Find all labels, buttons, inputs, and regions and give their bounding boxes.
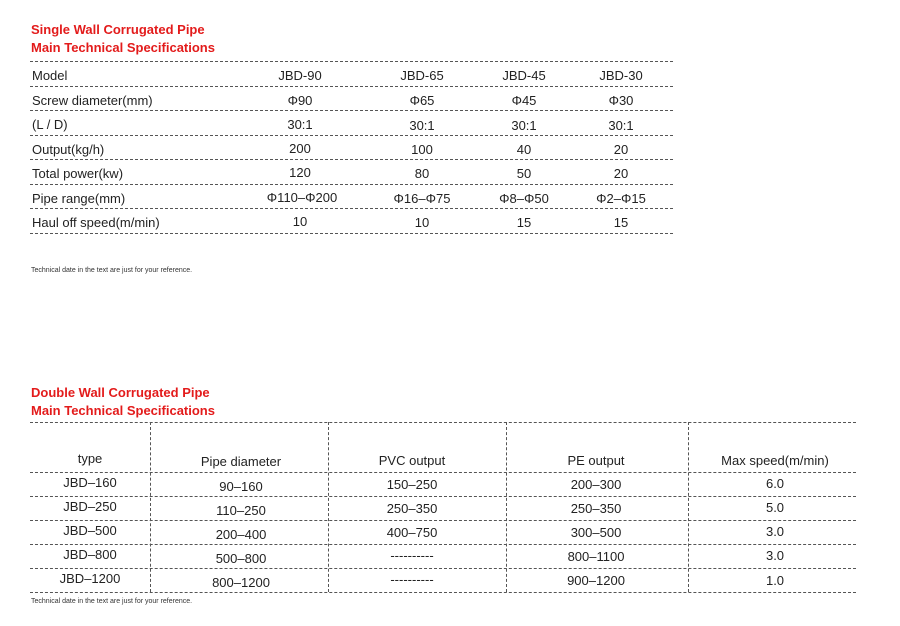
double-wall-footnote: Technical date in the text are just for your reference. [31, 598, 193, 605]
double-row-type: JBD–1200 [59, 571, 121, 586]
double-cell: 200–300 [570, 477, 622, 492]
double-cell: 900–1200 [567, 573, 625, 588]
single-cell: 15 [516, 215, 532, 230]
double-cell: 150–250 [386, 477, 438, 492]
row-divider [30, 496, 856, 497]
single-cell: Φ45 [511, 93, 537, 108]
double-header-pvc-output: PVC output [378, 453, 446, 468]
single-cell: Φ30 [608, 93, 634, 108]
single-header-model: Model [32, 68, 68, 83]
single-cell: 40 [516, 142, 532, 157]
single-cell: 30:1 [511, 118, 537, 133]
double-cell: 1.0 [765, 573, 785, 588]
double-header-type: type [77, 451, 103, 466]
single-cell: 20 [613, 166, 629, 181]
double-wall-subtitle: Main Technical Specifications [31, 403, 215, 418]
single-header-jbd90: JBD-90 [278, 68, 322, 83]
single-header-jbd45: JBD-45 [502, 68, 546, 83]
single-cell: 100 [411, 142, 433, 157]
double-cell: ---------- [390, 572, 434, 587]
single-cell: 80 [414, 166, 430, 181]
row-divider [30, 135, 673, 136]
double-cell: 300–500 [570, 525, 622, 540]
single-cell: 10 [292, 214, 308, 229]
single-cell: 30:1 [287, 117, 313, 132]
single-cell: 30:1 [409, 118, 435, 133]
column-divider [150, 422, 151, 592]
double-row-type: JBD–250 [63, 499, 117, 514]
single-wall-title: Single Wall Corrugated Pipe [31, 22, 205, 37]
single-header-jbd65: JBD-65 [400, 68, 444, 83]
single-cell: 15 [613, 215, 629, 230]
single-cell: 10 [414, 215, 430, 230]
row-divider [30, 233, 673, 234]
double-cell: 110–250 [216, 503, 266, 518]
double-cell: ---------- [390, 548, 434, 563]
double-cell: 250–350 [386, 501, 438, 516]
double-cell: 400–750 [386, 525, 438, 540]
double-cell: 6.0 [765, 476, 785, 491]
single-row-label: Output(kg/h) [32, 142, 105, 157]
single-header-jbd30: JBD-30 [599, 68, 643, 83]
double-row-type: JBD–160 [63, 475, 117, 490]
double-row-type: JBD–500 [63, 523, 117, 538]
single-cell: 20 [613, 142, 629, 157]
row-divider [30, 208, 673, 209]
double-wall-title: Double Wall Corrugated Pipe [31, 385, 210, 400]
single-cell: 30:1 [608, 118, 634, 133]
table-bottom-border [30, 592, 856, 593]
double-cell: 200–400 [215, 527, 267, 542]
single-row-label: Total power(kw) [32, 166, 124, 181]
double-cell: 800–1200 [212, 575, 270, 590]
column-divider [328, 422, 329, 592]
row-divider [30, 86, 673, 87]
row-divider [30, 520, 856, 521]
row-divider [30, 544, 856, 545]
single-cell: Φ2–Φ15 [596, 191, 646, 206]
column-divider [506, 422, 507, 592]
single-cell: Φ90 [287, 93, 313, 108]
single-row-label: Pipe range(mm) [32, 191, 126, 206]
row-divider [30, 159, 673, 160]
double-cell: 3.0 [765, 548, 785, 563]
row-divider [30, 110, 673, 111]
single-cell: Φ16–Φ75 [393, 191, 451, 206]
single-cell: 120 [289, 165, 311, 180]
double-header-pe-output: PE output [567, 453, 625, 468]
double-cell: 500–800 [215, 551, 267, 566]
column-divider [688, 422, 689, 592]
row-divider [30, 568, 856, 569]
single-cell: 50 [516, 166, 532, 181]
single-row-label: (L / D) [32, 117, 68, 132]
single-row-label: Haul off speed(m/min) [32, 215, 160, 230]
row-divider [30, 61, 673, 62]
double-cell: 800–1100 [567, 549, 625, 564]
single-cell: 200 [289, 141, 311, 156]
double-header-pipe-diameter: Pipe diameter [200, 454, 282, 469]
row-divider [30, 184, 673, 185]
single-wall-subtitle: Main Technical Specifications [31, 40, 215, 55]
table-top-border [30, 422, 856, 423]
single-cell: Φ110–Φ200 [266, 190, 338, 205]
double-cell: 250–350 [570, 501, 622, 516]
double-cell: 3.0 [765, 524, 785, 539]
double-cell: 90–160 [219, 479, 263, 494]
double-row-type: JBD–800 [63, 547, 117, 562]
row-divider [30, 472, 856, 473]
single-cell: Φ65 [409, 93, 435, 108]
double-cell: 5.0 [765, 500, 785, 515]
single-row-label: Screw diameter(mm) [32, 93, 153, 108]
double-header-max-speed: Max speed(m/min) [721, 453, 829, 468]
single-cell: Φ8–Φ50 [499, 191, 549, 206]
single-wall-footnote: Technical date in the text are just for your reference. [31, 267, 193, 274]
